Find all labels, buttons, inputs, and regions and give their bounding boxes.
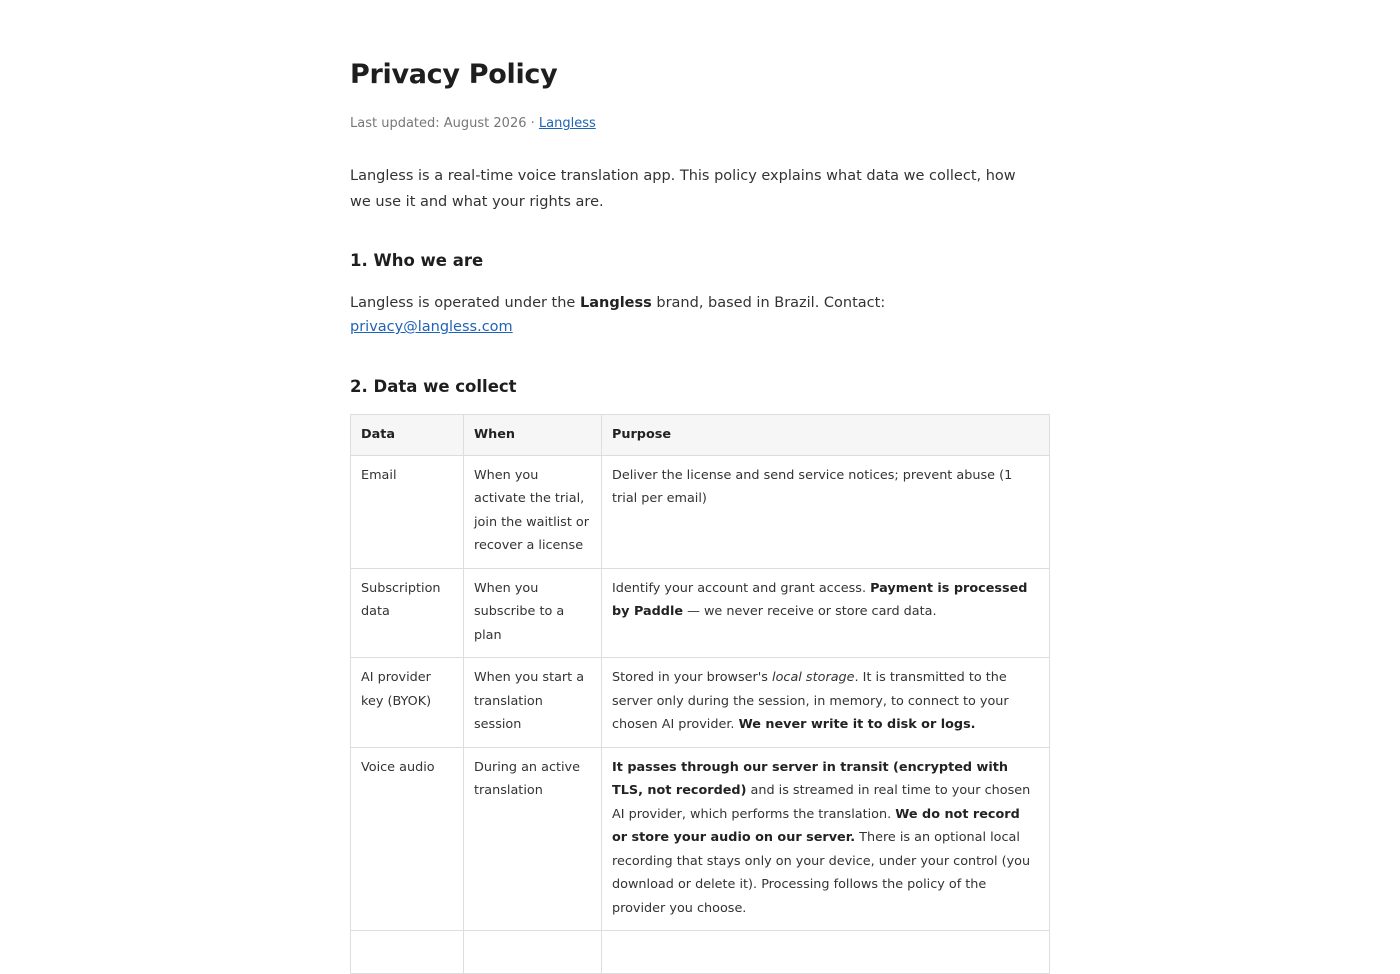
cell-when: When you activate the trial, join the waitlist or recover a license xyxy=(464,455,602,568)
who-brand: Langless xyxy=(579,295,652,311)
table-header-row xyxy=(351,415,1050,456)
page-title: Privacy Policy xyxy=(350,59,558,90)
cell-data: Subscription data xyxy=(351,568,464,658)
purpose-text: — we never receive or store card data. xyxy=(683,604,937,619)
purpose-italic: local storage xyxy=(772,670,855,685)
cell-purpose: Deliver the license and send service notices; prevent abuse (1 trial per email) xyxy=(602,455,1050,568)
last-updated-line xyxy=(350,115,1050,133)
purpose-text: There is an optional local recording that stays only on your device, under your control (you download or delete it). Processing follows the policy of the provider you choose. xyxy=(612,830,1031,916)
header-data: Data xyxy=(351,415,464,456)
cell-purpose xyxy=(602,568,1050,658)
intro-paragraph: Langless is a real-time voice translation app. This policy explains what data we collect, how we use it and what your rights are. xyxy=(350,168,1016,210)
cell-data: Email xyxy=(351,455,464,568)
purpose-text: and is streamed in real time to your chosen AI provider, which performs the translation. xyxy=(612,783,1031,822)
table-row xyxy=(351,455,1050,568)
cell-data: Voice audio xyxy=(351,747,464,931)
cell-purpose xyxy=(602,931,1050,974)
section-data-heading: 2. Data we collect xyxy=(350,377,517,396)
purpose-text: Stored in your browser's xyxy=(612,670,773,685)
cell-when: During an active translation xyxy=(464,747,602,931)
last-updated-text: Last updated: August 2026 · xyxy=(350,116,539,131)
table-row xyxy=(351,931,1050,974)
section-who-text xyxy=(350,291,1050,339)
section-who-heading: 1. Who we are xyxy=(350,251,484,270)
purpose-bold: It passes through our server in transit (encrypted with TLS, not recorded) xyxy=(612,759,1008,798)
cell-when: When you start a translation session xyxy=(464,658,602,748)
cell-purpose xyxy=(602,747,1050,931)
cell-when: When you subscribe to a plan xyxy=(464,568,602,658)
data-table xyxy=(350,414,1050,974)
purpose-text: Identify your account and grant access. xyxy=(612,580,871,596)
privacy-policy-page xyxy=(350,0,1050,974)
cell-data xyxy=(351,931,464,974)
header-purpose: Purpose xyxy=(602,415,1050,456)
purpose-text: . It is transmitted to the server only during the session, in memory, to connect to your chosen AI provider. xyxy=(612,670,1009,732)
purpose-bold: Payment is processed by Paddle xyxy=(612,580,1028,619)
who-text-after: brand, based in Brazil. Contact: xyxy=(651,295,886,311)
cell-when xyxy=(464,931,602,974)
who-text-before: Langless is operated under the xyxy=(350,295,580,311)
purpose-bold: We never write it to disk or logs. xyxy=(738,717,976,732)
table-row xyxy=(351,747,1050,931)
contact-email-link[interactable]: privacy@langless.com xyxy=(350,319,513,335)
table-row xyxy=(351,658,1050,748)
purpose-bold: We do not record or store your audio on our server. xyxy=(612,806,1020,845)
cell-purpose xyxy=(602,658,1050,748)
langless-link[interactable]: Langless xyxy=(538,116,596,131)
table-row xyxy=(351,568,1050,658)
header-when: When xyxy=(464,415,602,456)
cell-data: AI provider key (BYOK) xyxy=(351,658,464,748)
